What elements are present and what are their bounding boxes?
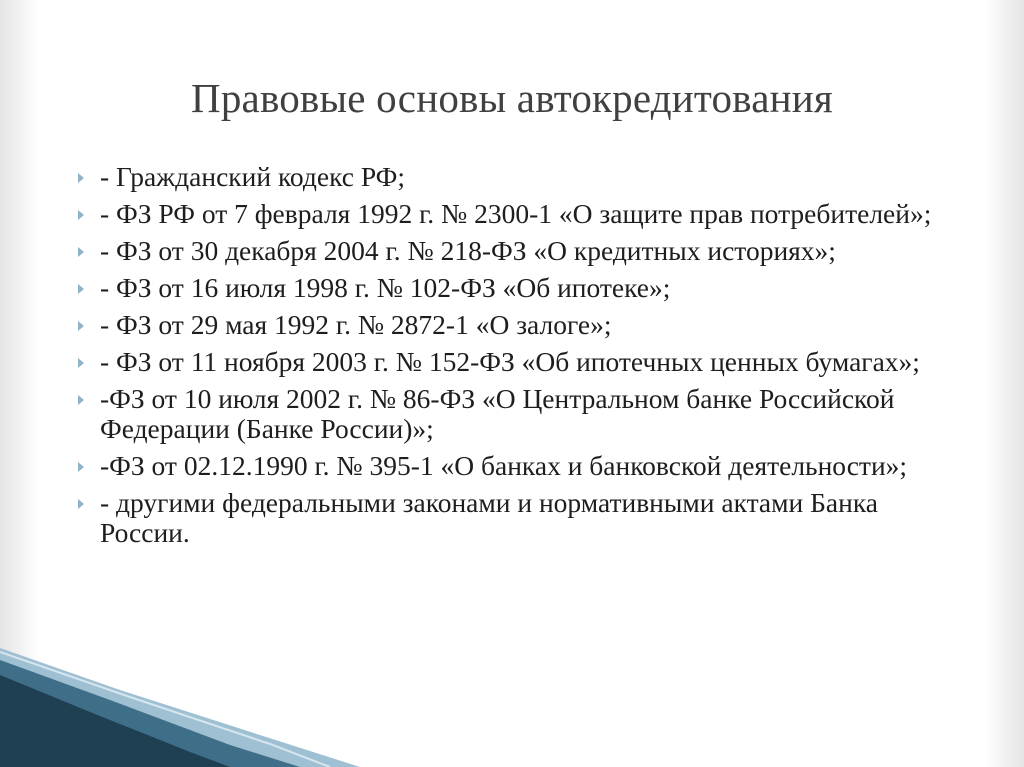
list-item xyxy=(78,384,938,444)
bullet-list xyxy=(78,162,938,555)
list-item-text: -ФЗ от 02.12.1990 г. № 395-1 «О банках и банковской деятельности»; xyxy=(100,450,908,481)
list-item-text: - ФЗ от 29 мая 1992 г. № 2872-1 «О залоге»; xyxy=(100,309,612,340)
list-item-text: - ФЗ от 16 июля 1998 г. № 102-ФЗ «Об ипотеке»; xyxy=(100,272,671,303)
list-item-text: - ФЗ от 30 декабря 2004 г. № 218-ФЗ «О кредитных историях»; xyxy=(100,235,836,266)
triangle-bullet-icon xyxy=(78,210,84,220)
wave-shape-light xyxy=(0,648,360,767)
list-item xyxy=(78,236,938,266)
list-item-text: -ФЗ от 10 июля 2002 г. № 86-ФЗ «О Центральном банке Российской Федерации (Банке России)»; xyxy=(100,383,895,444)
triangle-bullet-icon xyxy=(78,395,84,405)
list-item-text: - Гражданский кодекс РФ; xyxy=(100,161,406,192)
list-item xyxy=(78,310,938,340)
list-item-text: - другими федеральными законами и нормативными актами Банка России. xyxy=(100,487,878,548)
list-item xyxy=(78,273,938,303)
slide-title: Правовые основы автокредитования xyxy=(191,75,833,121)
triangle-bullet-icon xyxy=(78,173,84,183)
triangle-bullet-icon xyxy=(78,499,84,509)
list-item xyxy=(78,347,938,377)
triangle-bullet-icon xyxy=(78,321,84,331)
wave-highlight-line xyxy=(0,652,330,767)
triangle-bullet-icon xyxy=(78,247,84,257)
triangle-bullet-icon xyxy=(78,284,84,294)
list-item xyxy=(78,162,938,192)
list-item-text: - ФЗ от 11 ноября 2003 г. № 152-ФЗ «Об ипотечных ценных бумагах»; xyxy=(100,346,920,377)
triangle-bullet-icon xyxy=(78,358,84,368)
wave-shape-mid xyxy=(0,660,300,767)
list-item xyxy=(78,488,938,548)
list-item xyxy=(78,199,938,229)
triangle-bullet-icon xyxy=(78,462,84,472)
list-item-text: - ФЗ РФ от 7 февраля 1992 г. № 2300-1 «О защите прав потребителей»; xyxy=(100,198,932,229)
list-item xyxy=(78,451,938,481)
